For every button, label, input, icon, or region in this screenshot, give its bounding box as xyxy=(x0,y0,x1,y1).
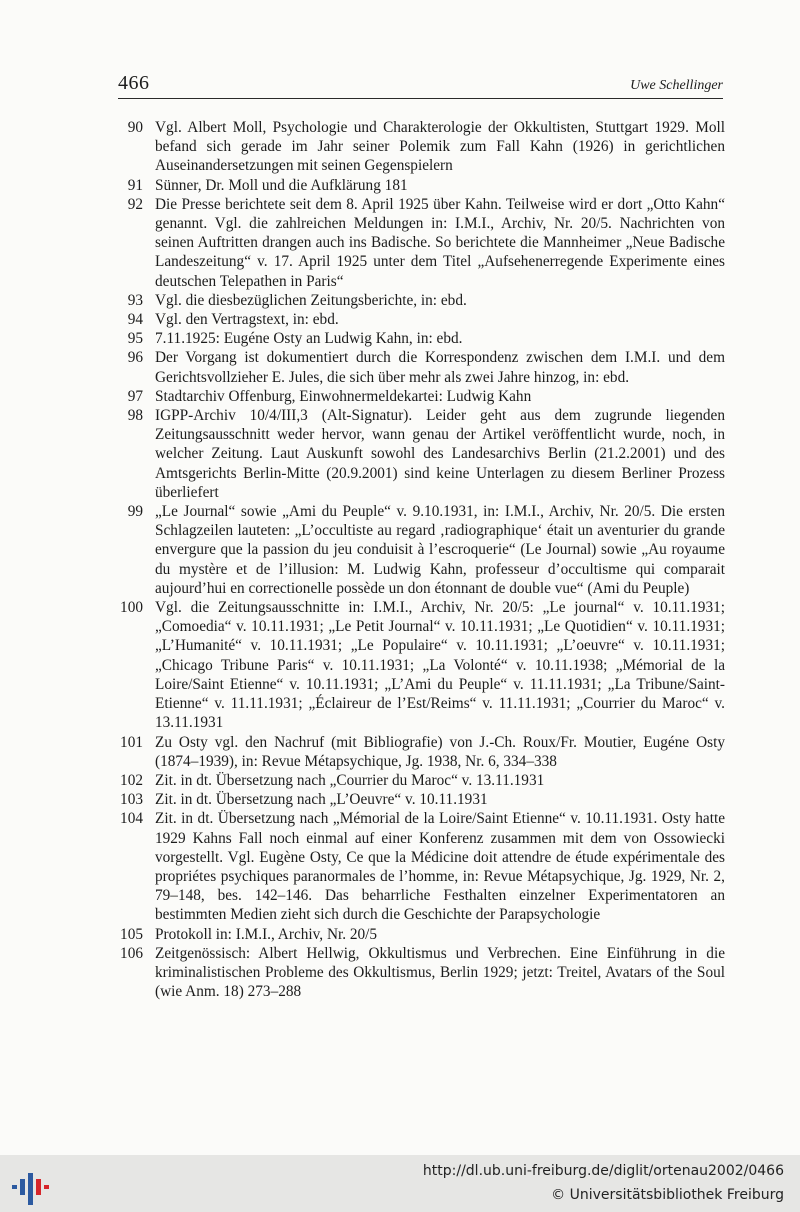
footnote-94 xyxy=(105,310,725,329)
footnote-text: Protokoll in: I.M.I., Archiv, Nr. 20/5 xyxy=(155,925,378,943)
footnote-number: 101 xyxy=(120,733,143,751)
footnote-number: 100 xyxy=(120,599,143,617)
footnote-92 xyxy=(105,195,725,291)
footnote-99 xyxy=(105,502,725,598)
footnote-number: 93 xyxy=(127,291,143,309)
footnote-number: 90 xyxy=(127,119,143,136)
footnote-text: Sünner, Dr. Moll und die Aufklärung 181 xyxy=(155,176,408,194)
footnote-106 xyxy=(105,944,725,1002)
footnote-93 xyxy=(105,291,725,310)
footnote-103 xyxy=(105,790,725,809)
footnote-text: IGPP-Archiv 10/4/III,3 (Alt-Signatur). Leider geht aus dem zugrunde liegenden Zeitungsausschnitt weder hervor, wann genau der Artikel veröffentlicht wurde, noch, in welcher Zeitung. Laut Auskunft sowohl des Landesarchivs Berlin (21.2.2001) und des Amtsgerichts Berlin-Mitte (20.9.2001) sind keine Unterlagen zu diesem Berliner Prozess überliefert xyxy=(155,407,725,501)
footnote-102 xyxy=(105,771,725,790)
footnote-number: 92 xyxy=(127,195,143,213)
footnote-number: 97 xyxy=(127,387,143,405)
footnote-text: Zit. in dt. Übersetzung nach „Courrier du Maroc“ v. 13.11.1931 xyxy=(155,771,545,789)
footnote-number: 91 xyxy=(127,176,143,194)
running-head: Uwe Schellinger xyxy=(630,78,723,93)
ub-freiburg-logo-icon xyxy=(10,1169,50,1209)
footnote-list xyxy=(105,118,725,1001)
footnote-text: Zit. in dt. Übersetzung nach „L’Oeuvre“ v. 10.11.1931 xyxy=(155,791,488,809)
footnote-number: 106 xyxy=(120,944,143,962)
footnote-number: 94 xyxy=(127,311,143,329)
footnote-101 xyxy=(105,733,725,771)
copyright-text: © Universitätsbibliothek Freiburg xyxy=(551,1187,784,1203)
header-rule xyxy=(118,98,723,99)
footnote-text: Zit. in dt. Übersetzung nach „Mémorial de la Loire/Saint Etienne“ v. 10.11.1931. Osty hatte 1929 Kahns Fall noch einmal auf einer Konferenz zusammen mit dem von Ossowiecki vorgestellt. Vgl. Eugène Osty, Ce que la Médicine doit attendre de étude expérimentale des propriétes psychiques paranormales de l’homme, in: Revue Métapsychique, Jg. 1929, Nr. 2, 79–148, bes. 142–146. Das beharrliche Festhalten einzelner Experimentatoren an bestimmten Medien zieht sich durch die Geschichte der Parapsychologie xyxy=(155,810,725,924)
footnote-105 xyxy=(105,925,725,944)
footnote-number: 98 xyxy=(127,407,143,425)
footnote-100 xyxy=(105,598,725,732)
viewer-footer xyxy=(0,1155,800,1212)
footnote-text: Vgl. den Vertragstext, in: ebd. xyxy=(155,311,339,329)
footnote-text: Zeitgenössisch: Albert Hellwig, Okkultismus und Verbrechen. Eine Einführung in die kriminalistischen Probleme des Okkultismus, Berlin 1929; jetzt: Treitel, Avatars of the Soul (wie Anm. 18) 273–288 xyxy=(155,944,725,1001)
footnote-number: 95 xyxy=(127,330,143,348)
footnote-text: Zu Osty vgl. den Nachruf (mit Bibliografie) von J.-Ch. Roux/Fr. Moutier, Eugéne Osty (1874–1939), in: Revue Métapsychique, Jg. 1938, Nr. 6, 334–338 xyxy=(155,733,725,770)
footnote-number: 103 xyxy=(120,791,143,809)
footnote-97 xyxy=(105,387,725,406)
footnote-96 xyxy=(105,348,725,386)
footnote-number: 96 xyxy=(127,349,143,367)
footnote-number: 104 xyxy=(120,810,143,828)
footnote-text: Vgl. Albert Moll, Psychologie und Charakterologie der Okkultisten, Stuttgart 1929. Moll befand sich gerade im Jahr seiner Polemik zum Fall Kahn (1926) in gerichtlichen Auseinandersetzungen mit seinen Gegenspielern xyxy=(155,119,725,175)
footnote-text: Vgl. die diesbezüglichen Zeitungsberichte, in: ebd. xyxy=(155,291,467,309)
footnote-90 xyxy=(105,118,725,176)
footnote-text: Der Vorgang ist dokumentiert durch die Korrespondenz zwischen dem I.M.I. und dem Gerichtsvollzieher E. Jules, die sich über mehr als zwei Jahre hinzog, in: ebd. xyxy=(155,349,725,386)
footnote-text: 7.11.1925: Eugéne Osty an Ludwig Kahn, in: ebd. xyxy=(155,330,463,348)
footnote-text: Vgl. die Zeitungsausschnitte in: I.M.I., Archiv, Nr. 20/5: „Le journal“ v. 10.11.1931; „Comoedia“ v. 10.11.1931; „Le Petit Journal“ v. 10.11.1931; „Le Quotidien“ v. 10.11.1931; „L’Humanité“ v. 10.11.1931; „Le Populaire“ v. 10.11.1931; „L’oeuvre“ v. 10.11.1931; „Chicago Tribune Paris“ v. 10.11.1931; „La Volonté“ v. 10.11.1938; „Mémorial de la Loire/Saint Etienne“ v. 10.11.1931; „L’Ami du Peuple“ v. 11.11.1931; „La Tribune/Saint-Etienne“ v. 11.11.1931; „Éclaireur de l’Est/Reims“ v. 11.11.1931; „Courrier du Maroc“ v. 13.11.1931 xyxy=(155,599,725,732)
footnote-number: 99 xyxy=(127,503,143,521)
permalink-link[interactable]: http://dl.ub.uni-freiburg.de/diglit/ortenau2002/0466 xyxy=(422,1163,784,1179)
footnote-number: 102 xyxy=(120,771,143,789)
footnote-91 xyxy=(105,176,725,195)
footnote-number: 105 xyxy=(120,925,143,943)
footnote-text: Die Presse berichtete seit dem 8. April 1925 über Kahn. Teilweise wird er dort „Otto Kahn“ genannt. Vgl. die zahlreichen Meldungen in: I.M.I., Archiv, Nr. 20/5. Nachrichten von seinen Auftritten drangen auch ins Badische. So berichtete die Mannheimer „Neue Badische Landeszeitung“ v. 17. April 1925 unter dem Titel „Aufsehenerregende Experimente eines deutschen Telepathen in Paris“ xyxy=(155,195,725,290)
footnote-98 xyxy=(105,406,725,502)
footnote-text: „Le Journal“ sowie „Ami du Peuple“ v. 9.10.1931, in: I.M.I., Archiv, Nr. 20/5. Die ersten Schlagzeilen lauteten: „L’occultiste au regard ‚radiographique‘ était un aventurier du grande envergure que la passion du jeu conduisit à l’escroquerie“ (Le Journal) sowie „Au royaume du mystère et de l’illusion: M. Ludwig Kahn, professeur d’occultisme qui comparait aujourd’hui en correctionelle possède un don étonnant de double vue“ (Ami du Peuple) xyxy=(155,503,725,597)
footnote-95 xyxy=(105,329,725,348)
footnote-104 xyxy=(105,809,725,924)
page-number: 466 xyxy=(118,72,150,94)
footnote-text: Stadtarchiv Offenburg, Einwohnermeldekartei: Ludwig Kahn xyxy=(155,387,532,405)
